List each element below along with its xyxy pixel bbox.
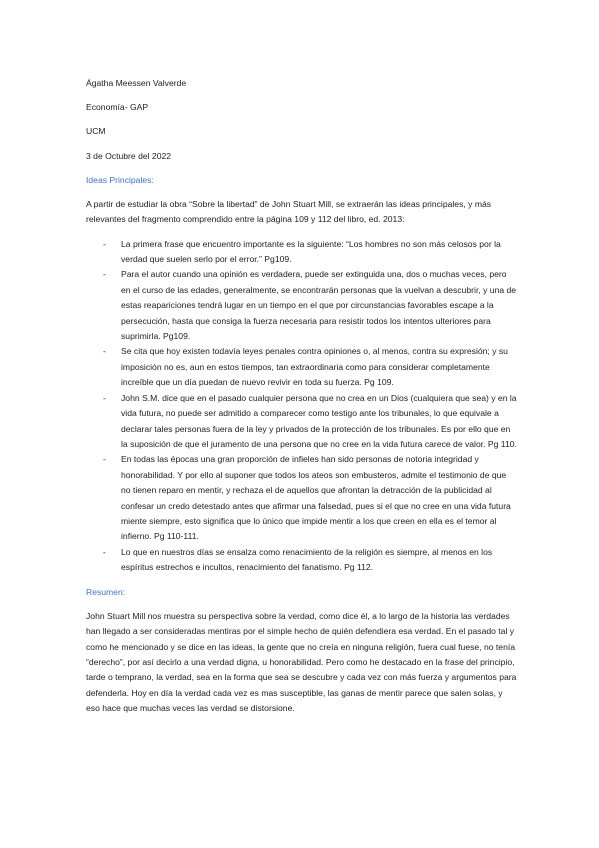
list-item bbox=[86, 237, 518, 268]
list-item bbox=[86, 391, 518, 453]
list-item-text: En todas las épocas una gran proporción de infieles han sido personas de notoria integridad y honorabilidad. Y por ello al suponer que todos los ateos son embusteros, admite el testimonio de que no tienen reparo en mentir, y rechaza el de aquellos que afrontan la detracción de la publicidad al confesar un credo detestado antes que afirmar una falsedad, pues si el que no cree en una vida futura miente siempre, esto significa que lo único que impide mentir a los que creen en ella es el temor al infierno. Pg 110-111. bbox=[121, 454, 511, 542]
list-item bbox=[86, 344, 518, 390]
author-name: Ágatha Meessen Valverde bbox=[86, 78, 187, 88]
list-item bbox=[86, 452, 518, 544]
bullet-dash: - bbox=[103, 454, 106, 465]
summary-text: John Stuart Mill nos muestra su perspectiva sobre la verdad, como dice él, a lo largo de la historia las verdades han llegado a ser consideradas mentiras por el simple hecho de quién defendiera esa verdad. En el pasado tal y como he mencionado y se dice en las ideas, la gente que no creía en ninguna religión, fuera cual fuese, no tenía “derecho”, por así decirlo a una verdad digna, u honorabilidad. Pero como he destacado en la frase del principio, tarde o temprano, la verdad, sea en la forma que sea se descubre y cada vez con más fuerza y argumentos para defenderla. Hoy en día la verdad cada vez es mas susceptible, las ganas de mentir parece que salen solas, y eso hace que muchas veces las verdad se distorsione. bbox=[86, 610, 517, 714]
bullet-dash: - bbox=[103, 346, 106, 357]
list-item bbox=[86, 545, 518, 576]
bullet-dash: - bbox=[103, 392, 106, 403]
list-item-text: John S.M. dice que en el pasado cualquier persona que no crea en un Dios (cualquiera que sea) y en la vida futura, no puede ser admitido a comparecer como testigo ante los tribunales, lo que equivale a declarar tales personas fuera de la ley y privados de la protección de los tribunales. Es por ello que en la suposición de que el juramento de una persona que no cree en la vida futura carece de valor. Pg 110. bbox=[121, 392, 517, 449]
ideas-list bbox=[86, 237, 518, 576]
bullet-dash: - bbox=[103, 238, 106, 249]
ideas-heading: Ideas Principales: bbox=[86, 174, 154, 185]
course-name: Economía- GAP bbox=[86, 102, 149, 113]
list-item-text: Lo que en nuestros días se ensalza como renacimiento de la religión es siempre, al menos en los espíritus estrechos e incultos, renacimiento del fanatismo. Pg 112. bbox=[121, 546, 493, 573]
list-item-text: Para el autor cuando una opinión es verdadera, puede ser extinguida una, dos o muchas veces, pero en el curso de las edades, generalmente, se encontrarán personas que la vuelvan a descubrir, y una de estas reapariciones tendrá lugar en un tiempo en el que por circunstancias favorables escape a la persecución, hasta que consiga la fuerza necesaria para resistir todos los intentos ulteriores para suprimirla. Pg109. bbox=[121, 269, 517, 342]
list-item bbox=[86, 267, 518, 344]
ideas-intro: A partir de estudiar la obra “Sobre la libertad” de John Stuart Mill, se extraerán las ideas principales, y más relevantes del fragmento comprendido entre la página 109 y 112 del libro, ed. 2013: bbox=[86, 199, 492, 225]
bullet-dash: - bbox=[103, 269, 106, 280]
summary-heading: Resumen: bbox=[86, 586, 126, 597]
bullet-dash: - bbox=[103, 546, 106, 557]
university-name: UCM bbox=[86, 126, 106, 137]
document-date: 3 de Octubre del 2022 bbox=[86, 150, 172, 161]
list-item-text: Se cita que hoy existen todavía leyes penales contra opiniones o, al menos, contra su expresión; y su imposición no es, aun en estos tiempos, tan extraordinaria como para considerar completamente increíble que un día puedan de nuevo revivir en toda su fuerza. Pg 109. bbox=[121, 346, 508, 388]
document-body bbox=[86, 76, 518, 725]
list-item-text: La primera frase que encuentro importante es la siguiente: “Los hombres no son más celosos por la verdad que suelen serlo por el error.” Pg109. bbox=[121, 238, 501, 265]
